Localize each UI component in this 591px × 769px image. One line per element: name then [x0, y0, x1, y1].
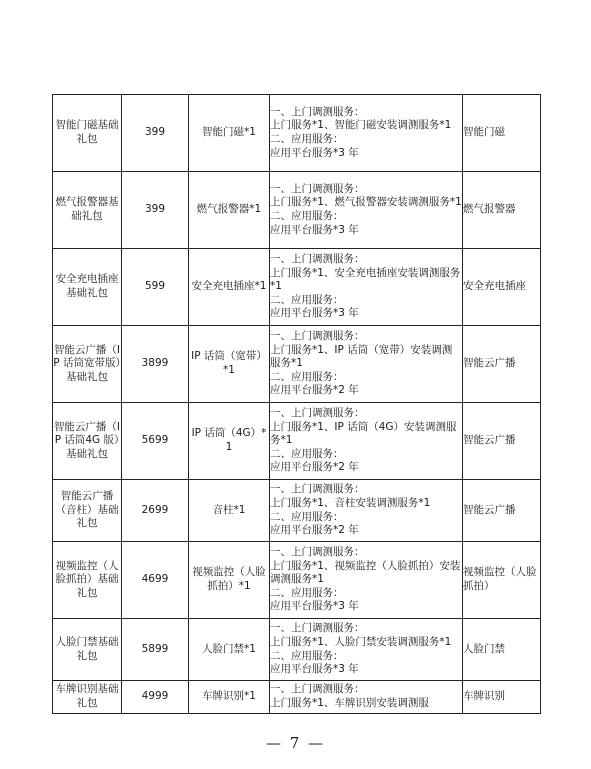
- category-cell: [463, 403, 541, 480]
- product-category: 智能云广播: [463, 434, 516, 447]
- services-cell: [270, 480, 463, 542]
- package-name-cell: [53, 403, 122, 480]
- service-line: 一、上门调测服务：: [270, 182, 365, 195]
- services-cell: [270, 681, 463, 714]
- service-line: 上门服务*1、视频监控（人脸抓拍）安装调测服务*1: [270, 559, 461, 586]
- service-line: 一、上门调测服务：: [270, 683, 365, 696]
- product-category: 智能门磁: [463, 126, 505, 139]
- table-row: [53, 95, 541, 172]
- device-item: 燃气报警器*1: [196, 203, 262, 216]
- table-row: [53, 542, 541, 619]
- package-name-cell: [53, 480, 122, 542]
- service-line: 上门服务*1、IP 话筒（宽带）安装调测服务*1: [270, 343, 453, 370]
- service-line: 二、应用服务：: [270, 649, 344, 662]
- device-item: 安全充电插座*1: [191, 280, 267, 293]
- table-row: [53, 326, 541, 403]
- services-cell: [270, 95, 463, 172]
- table-row: [53, 681, 541, 714]
- service-line: 一、上门调测服务：: [270, 622, 365, 635]
- service-line: 应用平台服务*3 年: [270, 600, 359, 613]
- device-item: IP 话筒（4G）*1: [191, 427, 267, 453]
- product-category: 视频监控（人脸抓拍）: [463, 566, 537, 592]
- service-line: 二、应用服务：: [270, 447, 344, 460]
- price-cell: [122, 681, 189, 714]
- services-cell: [270, 326, 463, 403]
- service-line: 应用平台服务*3 年: [270, 146, 359, 159]
- service-line: 二、应用服务：: [270, 293, 344, 306]
- category-cell: [463, 326, 541, 403]
- price-cell: [122, 95, 189, 172]
- device-item: 视频监控（人脸抓拍）*1: [192, 566, 266, 592]
- price-cell: [122, 326, 189, 403]
- category-cell: [463, 542, 541, 619]
- price-cell: [122, 619, 189, 681]
- service-line: 上门服务*1、安全充电插座安装调测服务*1: [270, 266, 461, 293]
- service-line: 应用平台服务*3 年: [270, 663, 359, 676]
- service-line: 一、上门调测服务：: [270, 546, 365, 559]
- package-price: 2699: [141, 503, 169, 516]
- category-cell: [463, 95, 541, 172]
- service-line: 二、应用服务：: [270, 510, 344, 523]
- service-line: 二、应用服务：: [270, 210, 344, 222]
- product-category: 安全充电插座: [463, 280, 526, 293]
- device-cell: [189, 542, 270, 619]
- table-row: [53, 403, 541, 480]
- price-cell: [122, 249, 189, 326]
- services-cell: [270, 172, 463, 249]
- services-cell: [270, 542, 463, 619]
- package-name: 安全充电插座基础礼包: [55, 273, 119, 299]
- service-line: 上门服务*1、燃气报警器安装调测服务*1: [270, 196, 462, 209]
- package-name: 智能云广播（IP 话筒宽带版）基础礼包: [53, 343, 121, 383]
- device-cell: [189, 619, 270, 681]
- category-cell: [463, 249, 541, 326]
- service-line: 上门服务*1、人脸门禁安装调测服务*1: [270, 635, 452, 648]
- product-category: 智能云广播: [463, 357, 516, 370]
- service-line: 二、应用服务：: [270, 133, 344, 145]
- service-line: 应用平台服务*2 年: [270, 461, 359, 474]
- product-category: 人脸门禁: [463, 642, 505, 655]
- package-name: 车牌识别基础礼包: [55, 683, 119, 709]
- device-cell: [189, 681, 270, 714]
- table-row: [53, 619, 541, 681]
- service-line: 一、上门调测服务：: [270, 407, 365, 420]
- package-name: 智能云广播（音柱）基础礼包: [55, 490, 119, 530]
- package-name-cell: [53, 249, 122, 326]
- price-cell: [122, 480, 189, 542]
- category-cell: [463, 480, 541, 542]
- service-line: 应用平台服务*2 年: [270, 524, 359, 537]
- table-row: [53, 480, 541, 542]
- package-price: 4699: [141, 573, 169, 586]
- device-cell: [189, 95, 270, 172]
- package-name: 燃气报警器基础礼包: [55, 196, 119, 222]
- package-name: 人脸门禁基础礼包: [55, 635, 119, 662]
- service-line: 应用平台服务*3 年: [270, 307, 359, 320]
- page-number: — 7 —: [265, 734, 326, 752]
- package-price: 4999: [141, 690, 169, 703]
- package-price: 5699: [141, 434, 169, 447]
- service-line: 二、应用服务：: [270, 370, 344, 383]
- package-name-cell: [53, 326, 122, 403]
- service-line: 一、上门调测服务：: [270, 330, 365, 343]
- service-line: 二、应用服务：: [270, 586, 344, 599]
- product-category: 车牌识别: [463, 690, 505, 703]
- services-cell: [270, 249, 463, 326]
- package-price: 599: [144, 280, 166, 293]
- package-name: 视频监控（人脸抓拍）基础礼包: [55, 559, 119, 599]
- device-item: 人脸门禁*1: [202, 642, 256, 655]
- package-name-cell: [53, 542, 122, 619]
- package-name-cell: [53, 172, 122, 249]
- package-name-cell: [53, 95, 122, 172]
- device-cell: [189, 249, 270, 326]
- package-name: 智能云广播（IP 话筒4G 版）基础礼包: [53, 420, 121, 460]
- package-price: 399: [144, 126, 166, 139]
- category-cell: [463, 681, 541, 714]
- service-line: 上门服务*1、音柱安装调测服务*1: [270, 496, 431, 509]
- price-cell: [122, 403, 189, 480]
- package-price: 3899: [141, 357, 169, 370]
- table-row: [53, 249, 541, 326]
- service-line: 应用平台服务*2 年: [270, 384, 359, 397]
- device-cell: [189, 480, 270, 542]
- service-line: 一、上门调测服务：: [270, 105, 365, 118]
- device-cell: [189, 326, 270, 403]
- service-line: 一、上门调测服务：: [270, 253, 365, 266]
- device-item: 智能门磁*1: [202, 126, 256, 139]
- price-cell: [122, 542, 189, 619]
- product-category: 燃气报警器: [463, 203, 516, 216]
- service-line: 上门服务*1、IP 话筒（4G）安装调测服务*1: [270, 420, 457, 447]
- services-cell: [270, 403, 463, 480]
- device-cell: [189, 403, 270, 480]
- service-line: 上门服务*1、智能门磁安装调测服务*1: [270, 119, 452, 132]
- price-cell: [122, 172, 189, 249]
- device-cell: [189, 172, 270, 249]
- category-cell: [463, 172, 541, 249]
- device-item: 音柱*1: [212, 503, 246, 516]
- device-item: 车牌识别*1: [202, 690, 256, 703]
- package-name: 智能门磁基础礼包: [55, 119, 119, 145]
- package-name-cell: [53, 681, 122, 714]
- package-table: [52, 94, 541, 714]
- service-line: 应用平台服务*3 年: [270, 223, 359, 236]
- device-item: IP 话筒（宽带）*1: [191, 350, 267, 376]
- package-name-cell: [53, 619, 122, 681]
- service-line: 上门服务*1、车牌识别安装调测服: [270, 697, 429, 709]
- product-category: 智能云广播: [463, 503, 516, 516]
- package-price: 399: [144, 203, 166, 216]
- package-price: 5899: [141, 642, 169, 655]
- services-cell: [270, 619, 463, 681]
- service-line: 一、上门调测服务：: [270, 483, 365, 496]
- category-cell: [463, 619, 541, 681]
- table-row: [53, 172, 541, 249]
